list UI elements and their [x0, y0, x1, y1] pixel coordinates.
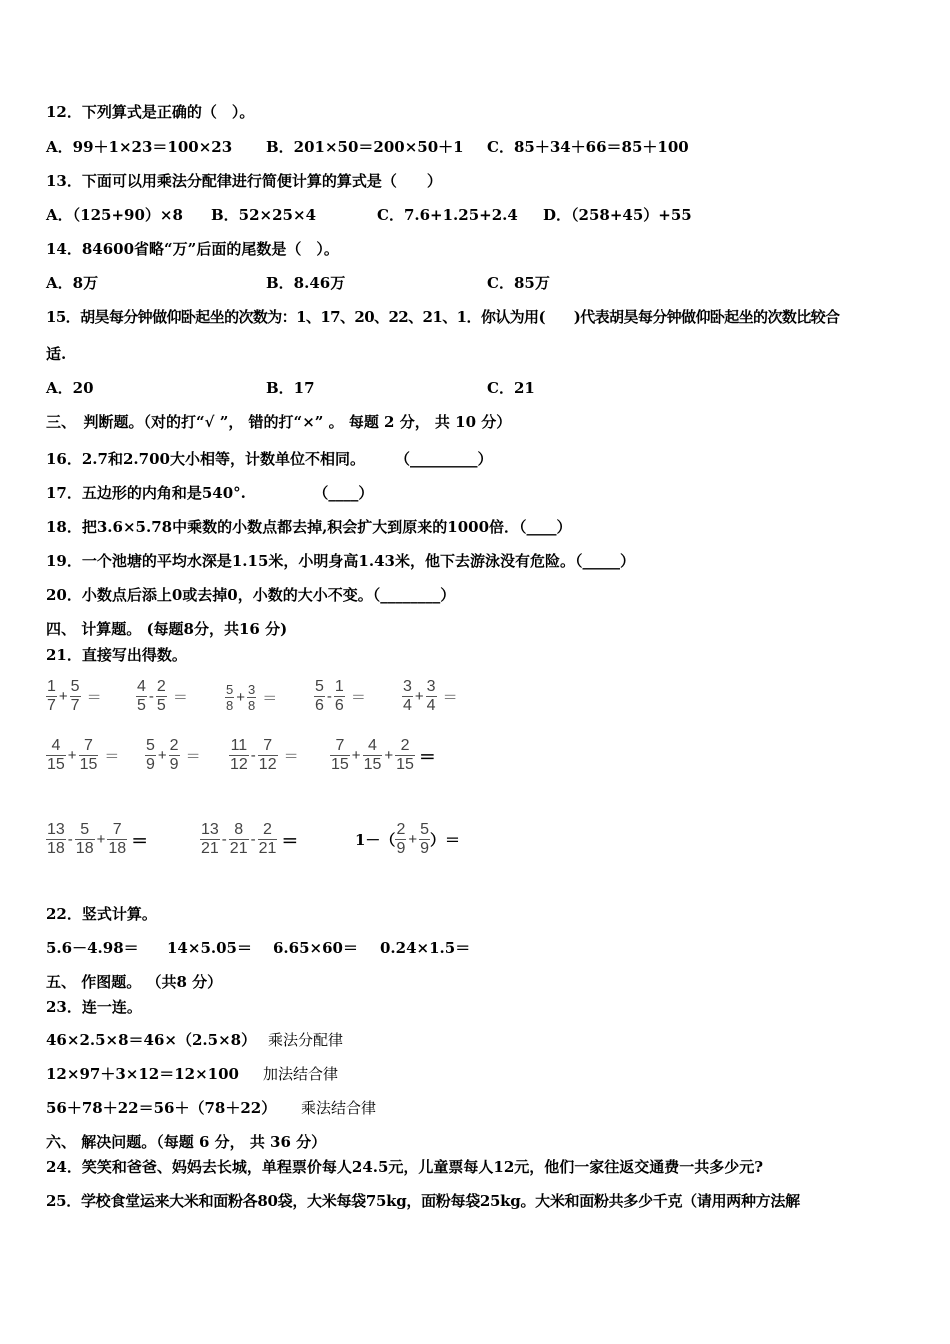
q13-option-c: C．7.6+1.25+2.4 [377, 206, 518, 224]
fraction-expr-3-1: $\frac{13}{18}$ - $\frac{5}{18}$ + $\frac{7}{18}$ ＝ [47, 821, 149, 857]
q23-left-1[interactable]: 46×2.5×8＝46×（2.5×8） [46, 1031, 257, 1049]
q21-stem: 21．直接写出得数。 [46, 646, 187, 664]
q17: 17．五边形的内角和是540°. （____） [46, 484, 374, 502]
fraction-expr-1-1: $\frac{1}{7}$ + $\frac{5}{7}$ ＝ [47, 678, 102, 714]
q15-option-a: A．20 [46, 379, 94, 397]
q12-option-c: C．85＋34＋66＝85＋100 [487, 138, 689, 156]
q25: 25．学校食堂运来大米和面粉各80袋，大米每袋75kg，面粉每袋25kg。大米和面粉共多少千克（请用两种方法解 [46, 1192, 800, 1210]
q19: 19．一个池塘的平均水深是1.15米，小明身高1.43米，他下去游泳没有危险。（_____） [46, 552, 635, 570]
q15-option-c: C．21 [487, 379, 535, 397]
q12-stem: 12．下列算式是正确的（ ）。 [46, 103, 255, 121]
fraction-expr-3-2: $\frac{13}{21}$ - $\frac{8}{21}$ - $\frac{2}{21}$ ＝ [201, 821, 299, 857]
q13-stem: 13．下面可以用乘法分配律进行简便计算的算式是（ ） [46, 172, 442, 190]
q23-left-3[interactable]: 56＋78＋22＝56＋（78＋22） [46, 1099, 277, 1117]
q23-stem: 23．连一连。 [46, 998, 142, 1016]
q23-right-2[interactable]: 加法结合律 [263, 1065, 339, 1083]
q24: 24．笑笑和爸爸、妈妈去长城，单程票价每人24.5元，儿童票每人12元，他们一家往返交通费一共多少元? [46, 1158, 764, 1176]
q20: 20．小数点后添上0或去掉0，小数的大小不变。（________） [46, 586, 456, 604]
q12-option-a: A．99＋1×23＝100×23 [46, 138, 233, 156]
q13-option-b: B．52×25×4 [211, 206, 317, 224]
q14-option-a: A．8万 [46, 274, 99, 292]
q22-item-3: 6.65×60＝ [273, 939, 358, 957]
q22-item-1: 5.6－4.98＝ [46, 939, 139, 957]
fraction-expr-2-1: $\frac{4}{15}$ + $\frac{7}{15}$ ＝ [47, 737, 120, 773]
fraction-expr-1-4: $\frac{5}{6}$ - $\frac{1}{6}$ ＝ [315, 678, 366, 714]
fraction-expr-2-4: $\frac{7}{15}$ + $\frac{4}{15}$ + $\frac{2}{15}$ ＝ [331, 737, 436, 773]
fraction-expr-3-3: 1－（ $\frac{2}{9}$ + $\frac{5}{9}$ ）＝ [355, 821, 461, 857]
section-3-heading: 三、 判断题。（对的打“√ ”， 错的打“×” 。 每题 2 分， 共 10 分） [46, 413, 512, 431]
q15-option-b: B．17 [266, 379, 315, 397]
q23-left-2[interactable]: 12×97＋3×12＝12×100 [46, 1065, 239, 1083]
q14-stem: 14．84600省略“万”后面的尾数是（ ）。 [46, 240, 339, 258]
q13-option-a: A．（125+90）×8 [46, 206, 183, 224]
section-4-heading: 四、 计算题。 (每题8分，共16 分) [46, 620, 288, 638]
q14-option-c: C．85万 [487, 274, 550, 292]
fraction-expr-2-3: $\frac{11}{12}$ - $\frac{7}{12}$ ＝ [230, 737, 299, 773]
fraction-expr-1-2: $\frac{4}{5}$ - $\frac{2}{5}$ ＝ [137, 678, 188, 714]
q12-option-b: B．201×50＝200×50＋1 [266, 138, 464, 156]
fraction-expr-2-2: $\frac{5}{9}$ + $\frac{2}{9}$ ＝ [146, 737, 201, 773]
q14-option-b: B．8.46万 [266, 274, 346, 292]
q22-item-2: 14×5.05＝ [167, 939, 252, 957]
section-6-heading: 六、 解决问题。（每题 6 分， 共 36 分） [46, 1133, 327, 1151]
fraction-expr-1-5: $\frac{3}{4}$ + $\frac{3}{4}$ ＝ [403, 678, 458, 714]
q15-stem-line2: 适. [46, 345, 67, 363]
q18: 18．把3.6×5.78中乘数的小数点都去掉,积会扩大到原来的1000倍．（____） [46, 518, 572, 536]
q22-stem: 22．竖式计算。 [46, 905, 157, 923]
q13-option-d: D．（258+45）+55 [543, 206, 692, 224]
section-5-heading: 五、 作图题。 （共8 分） [46, 973, 223, 991]
q23-right-3[interactable]: 乘法结合律 [301, 1099, 377, 1117]
fraction-expr-1-3: $\frac{5}{8}$ + $\frac{3}{8}$ ＝ [226, 682, 278, 713]
q23-right-1[interactable]: 乘法分配律 [268, 1031, 344, 1049]
q22-item-4: 0.24×1.5＝ [380, 939, 471, 957]
q16: 16．2.7和2.700大小相等，计数单位不相同。 （_________） [46, 450, 493, 468]
q15-stem-line1: 15．胡昊每分钟做仰卧起坐的次数为：1、17、20、22、21、1．你认为用( )代表胡昊每分钟做仰卧起坐的次数比较合 [46, 308, 840, 326]
